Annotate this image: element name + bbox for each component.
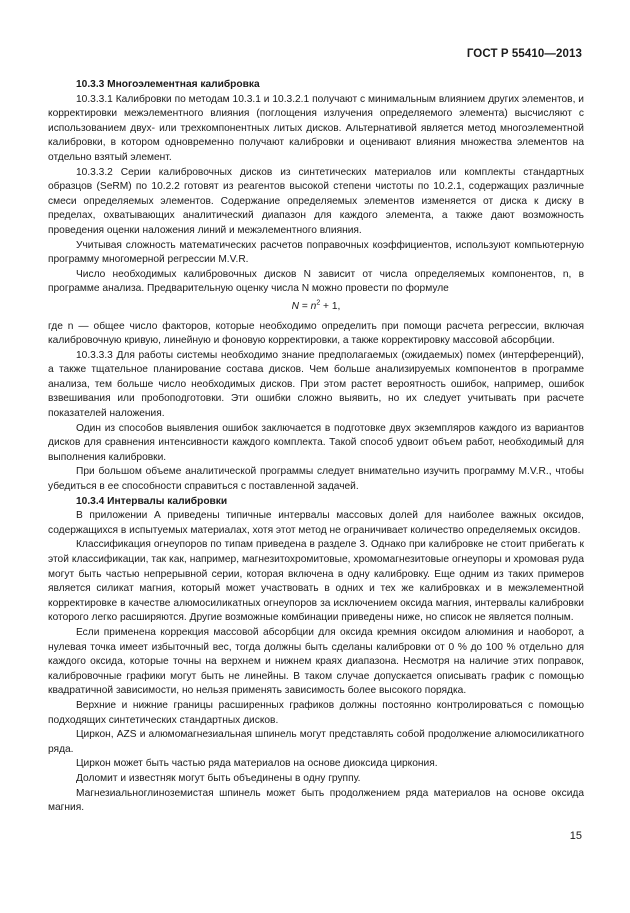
formula-rest: + 1, bbox=[320, 300, 341, 312]
formula-exponent: 2 bbox=[316, 299, 321, 307]
page-number: 15 bbox=[569, 830, 582, 842]
document-header: ГОСТ Р 55410—2013 bbox=[466, 48, 582, 60]
formula-eq: = bbox=[299, 300, 311, 312]
paragraph: Магнезиальноглиноземистая шпинель может быть продолжением ряда материалов на основе оксида магния. bbox=[48, 787, 584, 814]
paragraph: 10.3.3.2 Серии калибровочных дисков из синтетических материалов или комплекты стандартных образцов (SeRM) по 10.2.2 готовят из реагентов высокой степени чистоты по 10.2.1, содержащих различные смеси определяемых элементов. Содержание определяемых элементов изменяется от диска к диску в пределах, охватывающих аналитический диапазон для каждого элемента, а также дают возможность проведения оценки наложения линий и межэлементного влияния. bbox=[48, 166, 584, 236]
paragraph: Циркон, AZS и алюмомагнезиальная шпинель могут представлять собой продолжение алюмосиликатного ряда. bbox=[48, 729, 584, 755]
paragraph: Верхние и нижние границы расширенных графиков должны постоянно контролироваться с помощью подходящих синтетических стандартных дисков. bbox=[48, 699, 584, 726]
formula bbox=[48, 300, 584, 315]
paragraph: Один из способов выявления ошибок заключается в подготовке двух экземпляров каждого из вариантов дисков для сравнения интенсивности каждого комплекта. Такой способ удвоит объем работ, необходимый для выполнения калибровки. bbox=[48, 422, 584, 463]
formula-var: n bbox=[310, 300, 317, 312]
paragraph: Циркон может быть частью ряда материалов на основе диоксида циркония. bbox=[76, 758, 438, 770]
document-body bbox=[48, 78, 584, 816]
paragraph: 10.3.3.3 Для работы системы необходимо знание предполагаемых (ожидаемых) помех (интерференций), а также тщательное планирование состава дисков. Чем больше анализируемых компонентов в программе анализа, тем больше число необходимых дисков. При этом растет вероятность ошибок, например, ошибок взвешивания или пробоподготовки. Эти ошибки сложно выявить, но их следует учитывать при расчете показателей наложения. bbox=[48, 349, 584, 420]
section-heading: 10.3.3 Многоэлементная калибровка bbox=[76, 79, 260, 90]
paragraph: В приложении А приведены типичные интервалы массовых долей для наиболее важных оксидов, содержащихся в испытуемых материалах, хотя этот метод не ограничивает количество определяемых оксидов. bbox=[48, 510, 584, 536]
paragraph: где n — общее число факторов, которые необходимо определить при помощи расчета регрессии, включая калибровочную кривую, линейную и фоновую корректировки, а также корректировку массовой абсорбции. bbox=[48, 320, 584, 347]
paragraph: Если применена коррекция массовой абсорбции для оксида кремния оксидом алюминия и наоборот, а нулевая точка имеет избыточный вес, тогда должны быть сделаны калибровки от 0 % до 100 % отдельно для каждого оксида, которые точны на верхнем и нижнем краях диапазона. Несмотря на наличие этих поправок, калибровочные графики могут быть не линейны. В таком случае допускается описывать график с помощью квадратичной зависимости, но нельзя применять зависимость более высокого порядка. bbox=[48, 626, 584, 697]
paragraph: Доломит и известняк могут быть объединены в одну группу. bbox=[76, 772, 361, 784]
formula-lhs: N bbox=[291, 300, 300, 312]
paragraph: Число необходимых калибровочных дисков N зависит от числа определяемых компонентов, n, в программе анализа. Предварительную оценку числа N можно провести по формуле bbox=[48, 268, 584, 295]
paragraph: Классификация огнеупоров по типам приведена в разделе 3. Однако при калибровке не стоит прибегать к этой классификации, так как, например, магнезитохромитовые, хромомагнезитовые огнеупоры и хромовая руда могут быть частью непрерывной серии, которая включена в одну калибровку. Еще одним из таких примеров является силикат магния, который может участвовать в одних и тех же калибровках и в межэлементной корректировке в качестве алюмосиликатных огнеупоров за исключением оксида магния, интервалы калибровки которого легко расширяются. Другие возможные комбинации приведены ниже, но список не является полным. bbox=[48, 539, 584, 624]
paragraph: При большом объеме аналитической программы следует внимательно изучить программу M.V.R., чтобы убедиться в ее способности справиться с поставленной задачей. bbox=[48, 466, 584, 493]
paragraph: Учитывая сложность математических расчетов поправочных коэффициентов, используют компьютерную программу многомерной регрессии M.V.R. bbox=[48, 239, 584, 266]
paragraph: 10.3.3.1 Калибровки по методам 10.3.1 и 10.3.2.1 получают с минимальным влиянием других элементов, и корректировки межэлементного влияния (поглощения излучения определяемого элемента) высчисляют с использованием двух- или трехкомпонентных литых дисков. Альтернативой является метод многоэлементной калибровки, в котором одновременно получают калибровки и оценивают влияния множества элементов на отдельно взятый элемент. bbox=[48, 93, 584, 163]
section-heading: 10.3.4 Интервалы калибровки bbox=[76, 495, 228, 507]
